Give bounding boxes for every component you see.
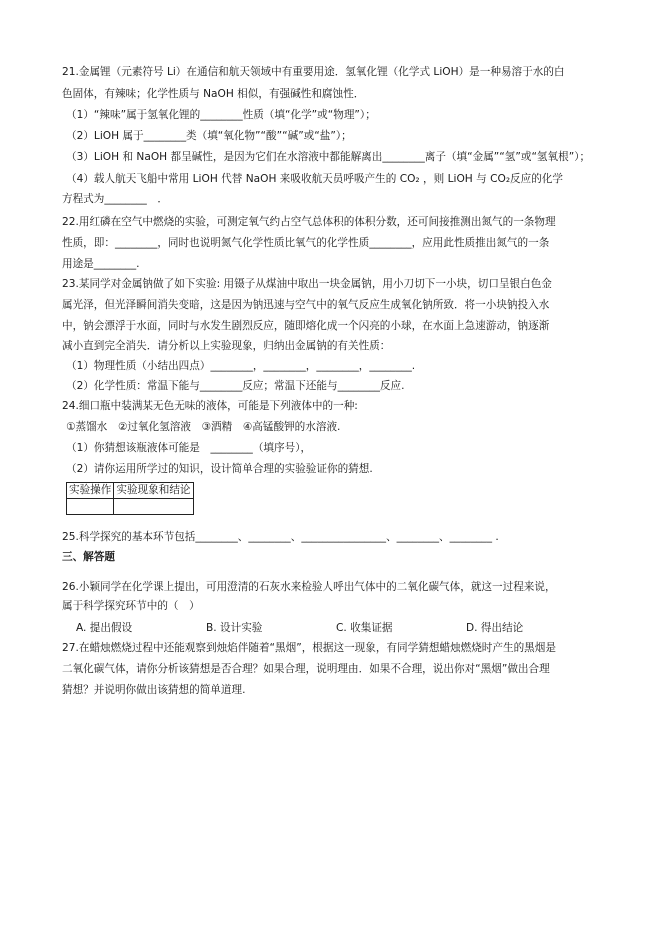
q21-sub4-continued: 方程式为________ ． (62, 193, 168, 205)
q21-stem-line2: 色固体，有辣味；化学性质与 NaOH 相似，有强碱性和腐蚀性． (62, 88, 365, 100)
q23-stem-line3: 中，钠会漂浮于水面，同时与水发生剧烈反应，随即熔化成一个闪亮的小球，在水面上急速游动，钠逐渐 (62, 320, 550, 332)
q23-stem-line2: 属光泽，但光泽瞬间消失变暗，这是因为钠迅速与空气中的氧气反应生成氧化钠所致．将一小块钠投入水 (62, 299, 550, 311)
q27-stem-line1: 27.在蜡烛燃烧过程中还能观察到烛焰伴随着“黑烟”，根据这一现象，有同学猜想蜡烛燃烧时产生的黑烟是 (62, 642, 556, 654)
table-row (67, 499, 194, 515)
q23-sub2: （2）化学性质：常温下能与________反应；常温下还能与________反应. (66, 380, 405, 392)
q24-sub2: （2）请你运用所学过的知识，设计简单合理的实验验证你的猜想. (66, 463, 373, 475)
table-cell-empty (114, 499, 193, 515)
q21-sub2: （2）LiOH 属于________类（填“氧化物”“酸”“碱”或“盐”）； (66, 130, 352, 142)
q22-stem-line2: 性质，即：________，同时也说明氮气化学性质比氧气的化学性质________，应用此性质推出氮气的一条 (62, 237, 550, 249)
q24-stem: 24.细口瓶中装满某无色无味的液体，可能是下列液体中的一种: (62, 400, 358, 412)
q22-stem-line3: 用途是________. (62, 258, 140, 270)
table-header-phenomenon: 实验现象和结论 (114, 483, 193, 499)
table-header-operation: 实验操作 (67, 483, 114, 499)
q21-sub3: （3）LiOH 和 NaOH 都呈碱性，是因为它们在水溶液中都能解离出________离子（填“金属”“氢”或“氢氧根”）； (66, 151, 591, 163)
q23-sub1: （1）物理性质（小结出四点）________，________，________，________. (66, 360, 416, 372)
q24-sub1: （1）你猜想该瓶液体可能是 ________（填序号）， (66, 442, 312, 454)
q26-options (76, 620, 596, 637)
q27-stem-line2: 二氧化碳气体，请你分析该猜想是否合理？如果合理，说明理由．如果不合理，说出你对“黑烟”做出合理 (62, 663, 550, 675)
q25-stem: 25.科学探究的基本环节包括________、________、________________、________、________ . (62, 531, 499, 543)
q21-sub1: （1）“辣味”属于氢氧化锂的________性质（填“化学”或“物理”）； (66, 109, 376, 121)
q26-option-b[interactable]: B. 设计实验 (206, 622, 263, 634)
q26-stem-line2: 属于科学探究环节中的（ ） (62, 600, 200, 612)
q26-option-a[interactable]: A. 提出假设 (76, 622, 133, 634)
table-header-row (67, 483, 194, 499)
q24-experiment-table (66, 482, 194, 515)
q21-stem-line1: 21.金属锂（元素符号 Li）在通信和航天领域中有重要用途．氢氧化锂（化学式 LiOH）是一种易溶于水的白 (62, 66, 565, 78)
section-title: 三、解答题 (62, 551, 115, 563)
q22-stem-line1: 22.用红磷在空气中燃烧的实验，可测定氧气约占空气总体积的体积分数，还可间接推测出氮气的一条物理 (62, 216, 556, 228)
table-cell-empty (67, 499, 114, 515)
q24-choices: ①蒸馏水 ②过氧化氢溶液 ③酒精 ④高锰酸钾的水溶液. (66, 421, 341, 433)
q21-sub4: （4）载人航天飞船中常用 LiOH 代替 NaOH 来吸收航天员呼吸产生的 CO₂ ，则 LiOH 与 CO₂反应的化学 (66, 173, 564, 185)
q26-option-d[interactable]: D. 得出结论 (466, 622, 524, 634)
q26-option-c[interactable]: C. 收集证据 (336, 622, 393, 634)
q23-stem-line4: 减小直到完全消失．请分析以上实验现象，归纳出金属钠的有关性质： (62, 340, 391, 352)
q27-stem-line3: 猜想？并说明你做出该猜想的简单道理. (62, 684, 246, 696)
q23-stem-line1: 23.某同学对金属钠做了如下实验: 用镊子从煤油中取出一块金属钠，用小刀切下一小块，切口呈银白色金 (62, 278, 552, 290)
q26-stem-line1: 26.小颖同学在化学课上提出，可用澄清的石灰水来检验人呼出气体中的二氧化碳气体，就这一过程来说， (62, 581, 556, 593)
